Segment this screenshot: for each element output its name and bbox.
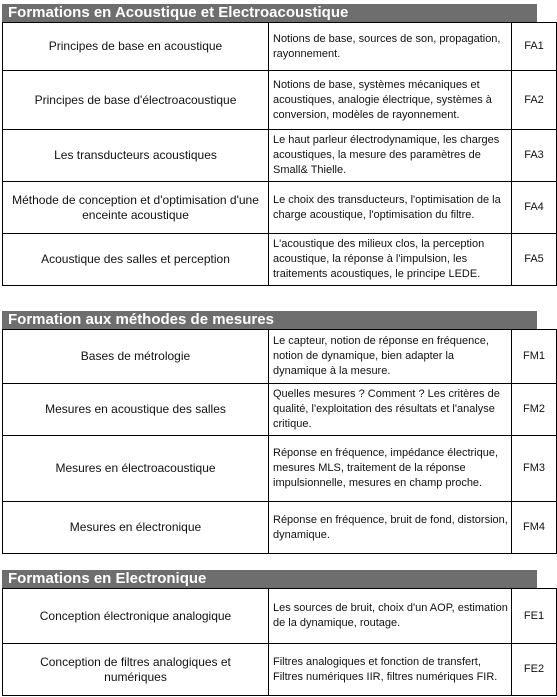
table-row <box>3 182 557 234</box>
course-code: FM4 <box>512 502 557 554</box>
course-code: FA4 <box>512 182 557 234</box>
course-code: FA3 <box>512 130 557 182</box>
course-name: Bases de métrologie <box>3 330 269 384</box>
course-code: FE1 <box>512 589 557 644</box>
table-row <box>3 130 557 182</box>
table-row <box>3 502 557 554</box>
course-name: Principes de base en acoustique <box>3 23 269 71</box>
course-code: FA5 <box>512 234 557 286</box>
course-description: Notions de base, systèmes mécaniques et acoustiques, analogie électrique, systèmes à conversion, modèles de rayonnement. <box>269 71 512 130</box>
course-description: Le haut parleur électrodynamique, les charges acoustiques, la mesure des paramètres de Small& Thielle. <box>269 130 512 182</box>
course-name: Conception de filtres analogiques et numériques <box>3 644 269 696</box>
course-code: FE2 <box>512 644 557 696</box>
course-table <box>2 329 557 554</box>
course-description: Filtres analogiques et fonction de transfert, Filtres numériques IIR, filtres numériques FIR. <box>269 644 512 696</box>
course-description: Les sources de bruit, choix d'un AOP, estimation de la dynamique, routage. <box>269 589 512 644</box>
course-description: L'acoustique des milieux clos, la perception acoustique, la réponse à l'impulsion, les traitements acoustiques, le principe LEDE. <box>269 234 512 286</box>
course-name: Principes de base d'électroacoustique <box>3 71 269 130</box>
table-row <box>3 644 557 696</box>
course-description: Quelles mesures ? Comment ? Les critères de qualité, l'exploitation des résultats et l'analyse critique. <box>269 384 512 436</box>
course-description: Le capteur, notion de réponse en fréquence, notion de dynamique, bien adapter la dynamique à la mesure. <box>269 330 512 384</box>
table-row <box>3 23 557 71</box>
table-row <box>3 330 557 384</box>
course-description: Le choix des transducteurs, l'optimisation de la charge acoustique, l'optimisation du filtre. <box>269 182 512 234</box>
section-title: Formations en Acoustique et Electroacoustique <box>2 4 537 22</box>
course-code: FA1 <box>512 23 557 71</box>
course-name: Mesures en acoustique des salles <box>3 384 269 436</box>
course-name: Conception électronique analogique <box>3 589 269 644</box>
course-table <box>2 588 557 696</box>
table-row <box>3 234 557 286</box>
table-row <box>3 71 557 130</box>
course-table <box>2 22 557 286</box>
section-title: Formation aux méthodes de mesures <box>2 311 537 329</box>
table-row <box>3 589 557 644</box>
section-title: Formations en Electronique <box>2 570 537 588</box>
table-row <box>3 436 557 502</box>
course-description: Notions de base, sources de son, propagation, rayonnement. <box>269 23 512 71</box>
course-name: Les transducteurs acoustiques <box>3 130 269 182</box>
course-code: FM2 <box>512 384 557 436</box>
section-mesures <box>2 311 545 554</box>
course-description: Réponse en fréquence, impédance électrique, mesures MLS, traitement de la réponse impulsionnelle, mesures en champ proche. <box>269 436 512 502</box>
table-row <box>3 384 557 436</box>
course-code: FA2 <box>512 71 557 130</box>
course-name: Mesures en électronique <box>3 502 269 554</box>
course-description: Réponse en fréquence, bruit de fond, distorsion, dynamique. <box>269 502 512 554</box>
course-name: Acoustique des salles et perception <box>3 234 269 286</box>
course-name: Méthode de conception et d'optimisation d'une enceinte acoustique <box>3 182 269 234</box>
course-name: Mesures en électroacoustique <box>3 436 269 502</box>
section-electronique <box>2 570 545 696</box>
section-acoustique <box>2 4 544 286</box>
course-code: FM1 <box>512 330 557 384</box>
course-code: FM3 <box>512 436 557 502</box>
